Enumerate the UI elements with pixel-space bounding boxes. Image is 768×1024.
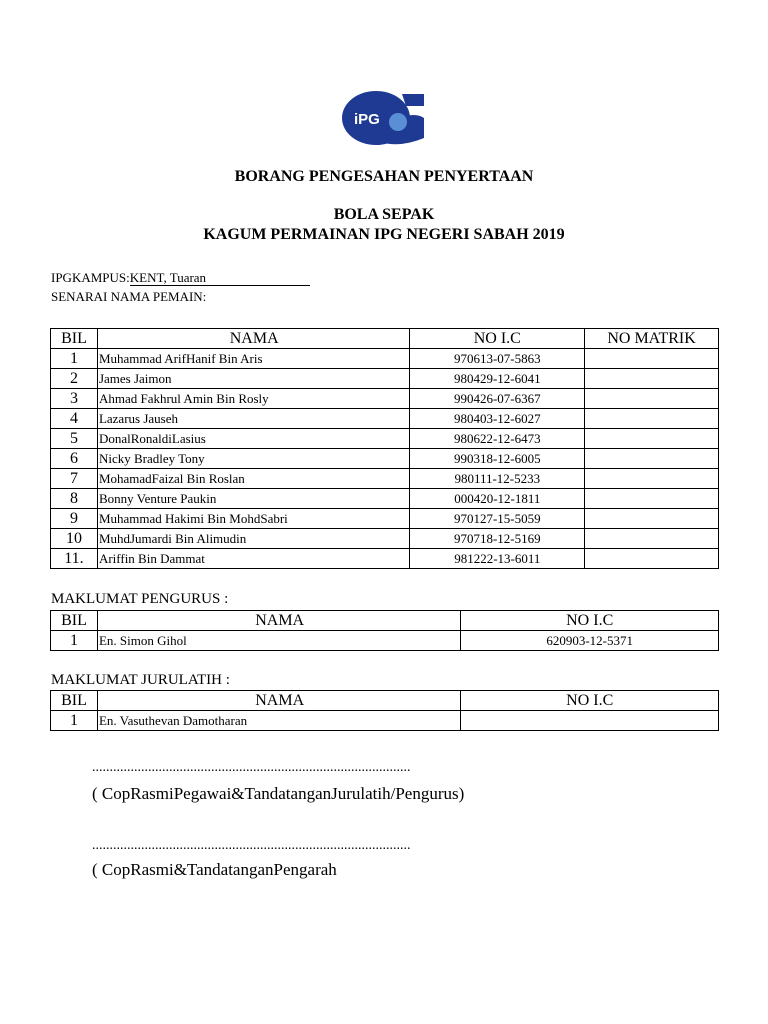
table-row bbox=[51, 349, 719, 369]
cell-matrik bbox=[585, 449, 719, 469]
table-row bbox=[51, 429, 719, 449]
cell-bil: 4 bbox=[51, 409, 98, 429]
form-title: BORANG PENGESAHAN PENYERTAAN bbox=[234, 168, 534, 185]
ipg-logo bbox=[340, 88, 428, 148]
campus-value: KENT, Tuaran bbox=[130, 271, 310, 286]
players-table bbox=[50, 328, 719, 569]
cell-nama: MohamadFaizal Bin Roslan bbox=[97, 469, 410, 489]
cell-ic: 980429-12-6041 bbox=[410, 369, 585, 389]
cell-matrik bbox=[585, 489, 719, 509]
cell-bil: 6 bbox=[51, 449, 98, 469]
header-bil: BIL bbox=[51, 691, 98, 711]
table-row bbox=[51, 389, 719, 409]
cell-nama: Bonny Venture Paukin bbox=[97, 489, 410, 509]
cell-bil: 7 bbox=[51, 469, 98, 489]
players-label: SENARAI NAMA PEMAIN: bbox=[51, 289, 207, 304]
cell-ic: 970613-07-5863 bbox=[410, 349, 585, 369]
cell-ic: 970718-12-5169 bbox=[410, 529, 585, 549]
table-header-row bbox=[51, 611, 719, 631]
table-row bbox=[51, 711, 719, 731]
cell-matrik bbox=[585, 409, 719, 429]
cell-bil: 2 bbox=[51, 369, 98, 389]
table-row bbox=[51, 509, 719, 529]
manager-label: MAKLUMAT PENGURUS : bbox=[51, 591, 229, 607]
cell-bil: 10 bbox=[51, 529, 98, 549]
header-bil: BIL bbox=[51, 611, 98, 631]
table-row bbox=[51, 369, 719, 389]
event-title: KAGUM PERMAINAN IPG NEGERI SABAH 2019 bbox=[203, 226, 565, 243]
logo-text: iPG bbox=[354, 111, 380, 128]
sport-title: BOLA SEPAK bbox=[333, 206, 435, 223]
table-row bbox=[51, 469, 719, 489]
cell-matrik bbox=[585, 369, 719, 389]
cell-nama: Nicky Bradley Tony bbox=[97, 449, 410, 469]
signature-caption-1: ( CopRasmiPegawai&TandatanganJurulatih/Pengurus) bbox=[92, 784, 465, 803]
cell-nama: DonalRonaldiLasius bbox=[97, 429, 410, 449]
cell-ic: 981222-13-6011 bbox=[410, 549, 585, 569]
cell-nama: Ahmad Fakhrul Amin Bin Rosly bbox=[97, 389, 410, 409]
header-ic: NO I.C bbox=[461, 611, 719, 631]
cell-ic: 970127-15-5059 bbox=[410, 509, 585, 529]
cell-bil: 1 bbox=[51, 711, 98, 731]
cell-ic: 000420-12-1811 bbox=[410, 489, 585, 509]
table-header-row bbox=[51, 691, 719, 711]
cell-matrik bbox=[585, 469, 719, 489]
campus-label: IPGKAMPUS: bbox=[51, 270, 130, 285]
coach-table bbox=[50, 690, 719, 731]
cell-bil: 1 bbox=[51, 631, 98, 651]
table-row bbox=[51, 529, 719, 549]
header-nama: NAMA bbox=[97, 611, 460, 631]
cell-ic: 620903-12-5371 bbox=[461, 631, 719, 651]
cell-bil: 5 bbox=[51, 429, 98, 449]
cell-bil: 1 bbox=[51, 349, 98, 369]
cell-ic: 980403-12-6027 bbox=[410, 409, 585, 429]
table-row bbox=[51, 489, 719, 509]
campus-line bbox=[51, 270, 310, 286]
table-row bbox=[51, 409, 719, 429]
signature-line-1: ........................................................................................... bbox=[92, 760, 411, 775]
cell-nama: MuhdJumardi Bin Alimudin bbox=[97, 529, 410, 549]
cell-ic: 980622-12-6473 bbox=[410, 429, 585, 449]
cell-ic bbox=[461, 711, 719, 731]
cell-matrik bbox=[585, 429, 719, 449]
cell-nama: Lazarus Jauseh bbox=[97, 409, 410, 429]
header-nama: NAMA bbox=[97, 691, 460, 711]
header-ic: NO I.C bbox=[461, 691, 719, 711]
cell-nama: En. Vasuthevan Damotharan bbox=[97, 711, 460, 731]
cell-nama: Muhammad Hakimi Bin MohdSabri bbox=[97, 509, 410, 529]
table-row bbox=[51, 549, 719, 569]
signature-line-2: ........................................................................................... bbox=[92, 838, 411, 853]
cell-ic: 980111-12-5233 bbox=[410, 469, 585, 489]
cell-matrik bbox=[585, 509, 719, 529]
cell-nama: En. Simon Gihol bbox=[97, 631, 460, 651]
header-nama: NAMA bbox=[97, 329, 410, 349]
cell-matrik bbox=[585, 349, 719, 369]
cell-matrik bbox=[585, 389, 719, 409]
cell-bil: 3 bbox=[51, 389, 98, 409]
cell-matrik bbox=[585, 549, 719, 569]
cell-matrik bbox=[585, 529, 719, 549]
signature-caption-2: ( CopRasmi&TandatanganPengarah bbox=[92, 860, 337, 879]
cell-bil: 8 bbox=[51, 489, 98, 509]
table-row bbox=[51, 631, 719, 651]
manager-table bbox=[50, 610, 719, 651]
header-bil: BIL bbox=[51, 329, 98, 349]
cell-nama: Muhammad ArifHanif Bin Aris bbox=[97, 349, 410, 369]
table-row bbox=[51, 449, 719, 469]
header-ic: NO I.C bbox=[410, 329, 585, 349]
cell-bil: 11. bbox=[51, 549, 98, 569]
cell-nama: Ariffin Bin Dammat bbox=[97, 549, 410, 569]
cell-nama: James Jaimon bbox=[97, 369, 410, 389]
cell-ic: 990318-12-6005 bbox=[410, 449, 585, 469]
cell-bil: 9 bbox=[51, 509, 98, 529]
cell-ic: 990426-07-6367 bbox=[410, 389, 585, 409]
coach-label: MAKLUMAT JURULATIH : bbox=[51, 672, 230, 688]
table-header-row bbox=[51, 329, 719, 349]
header-matrik: NO MATRIK bbox=[585, 329, 719, 349]
